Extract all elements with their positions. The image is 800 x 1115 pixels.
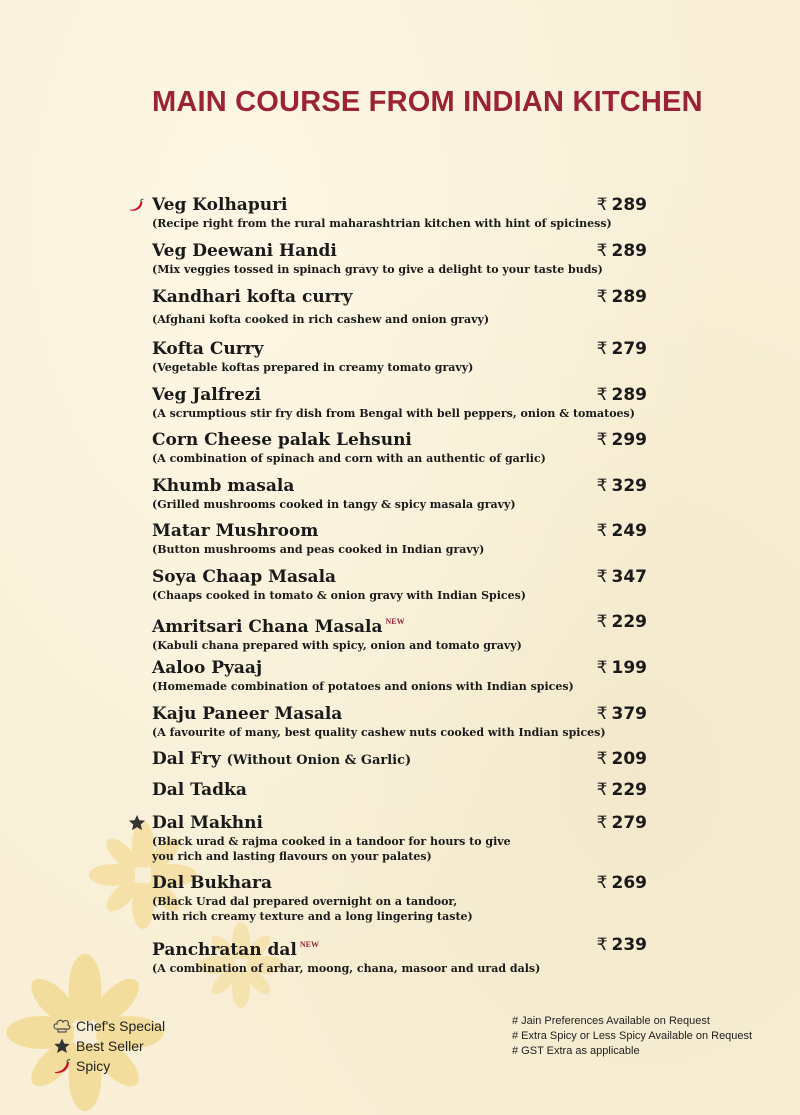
- menu-item: [152, 873, 647, 924]
- dish-price: [597, 195, 647, 215]
- currency-symbol: ₹: [596, 521, 608, 541]
- dish-description: you rich and lasting flavours on your palates): [152, 850, 432, 863]
- dish-name-text: Dal Makhni: [152, 813, 263, 833]
- dish-description: (Kabuli chana prepared with spicy, onion and tomato gravy): [152, 639, 522, 652]
- menu-item: [152, 813, 647, 864]
- dish-description: (Black Urad dal prepared overnight on a tandoor,: [152, 895, 458, 908]
- chili-icon: [128, 196, 146, 214]
- dish-price: [597, 935, 647, 955]
- price-value: 199: [611, 658, 647, 678]
- currency-symbol: ₹: [596, 287, 608, 307]
- dish-name-text: Aaloo Pyaaj: [152, 658, 263, 678]
- dish-name: [152, 658, 647, 678]
- dish-price: [597, 287, 647, 307]
- dish-name-text: Veg Kolhapuri: [152, 195, 288, 215]
- dish-description: (A scrumptious stir fry dish from Bengal with bell peppers, onion & tomatoes): [152, 407, 635, 420]
- chef-hat-icon: [52, 1018, 72, 1034]
- currency-symbol: ₹: [596, 813, 608, 833]
- menu-item: [152, 195, 647, 231]
- dish-price: [597, 658, 647, 678]
- dish-name: [152, 567, 647, 587]
- currency-symbol: ₹: [596, 935, 608, 955]
- menu-item: [152, 612, 647, 653]
- note-line: # Jain Preferences Available on Request: [512, 1015, 710, 1027]
- chili-icon: [52, 1058, 72, 1074]
- dish-price: [597, 241, 647, 261]
- price-value: 299: [611, 430, 647, 450]
- price-value: 289: [611, 287, 647, 307]
- dish-name: [152, 339, 647, 359]
- legend-label: Chef's Special: [76, 1018, 166, 1034]
- dish-price: [597, 567, 647, 587]
- dish-price: [597, 780, 647, 800]
- dish-name-text: Kaju Paneer Masala: [152, 704, 343, 724]
- dish-name-text: Panchratan dal: [152, 940, 297, 960]
- menu-item: [152, 935, 647, 976]
- price-value: 289: [611, 195, 647, 215]
- currency-symbol: ₹: [596, 873, 608, 893]
- dish-name-text: Amritsari Chana Masala: [152, 617, 383, 637]
- menu-item: [152, 287, 647, 327]
- legend: [52, 1016, 165, 1076]
- dish-name: [152, 241, 647, 261]
- dish-price: [597, 339, 647, 359]
- legend-item: [52, 1036, 165, 1056]
- price-value: 249: [611, 521, 647, 541]
- dish-description: (Recipe right from the rural maharashtrian kitchen with hint of spiciness): [152, 217, 612, 230]
- dish-name-text: Khumb masala: [152, 476, 295, 496]
- dish-name-text: Soya Chaap Masala: [152, 567, 337, 587]
- dish-name: [152, 385, 647, 405]
- dish-name-text: Dal Tadka: [152, 780, 247, 800]
- star-icon: [128, 814, 146, 832]
- dish-price: [597, 521, 647, 541]
- dish-name: [152, 612, 647, 637]
- legend-label: Spicy: [76, 1058, 111, 1074]
- dish-name: [152, 935, 647, 960]
- price-value: 239: [611, 935, 647, 955]
- dish-name-text: Kofta Curry: [152, 339, 264, 359]
- dish-name: [152, 430, 647, 450]
- currency-symbol: ₹: [596, 241, 608, 261]
- dish-name: [152, 749, 647, 771]
- price-value: 269: [611, 873, 647, 893]
- price-value: 379: [611, 704, 647, 724]
- menu-item: [152, 430, 647, 466]
- currency-symbol: ₹: [596, 780, 608, 800]
- dish-name: [152, 780, 647, 800]
- dish-name: [152, 476, 647, 496]
- dish-description: (Button mushrooms and peas cooked in Indian gravy): [152, 543, 485, 556]
- new-badge: NEW: [299, 940, 320, 949]
- dish-description: with rich creamy texture and a long lingering taste): [152, 910, 473, 923]
- price-value: 279: [611, 339, 647, 359]
- dish-name-text: Matar Mushroom: [152, 521, 319, 541]
- dish-price: [597, 749, 647, 769]
- dish-description: (Chaaps cooked in tomato & onion gravy with Indian Spices): [152, 589, 526, 602]
- menu-item: [152, 521, 647, 557]
- price-value: 289: [611, 385, 647, 405]
- dish-name-text: Dal Fry: [152, 749, 221, 769]
- menu-item: [152, 704, 647, 740]
- dish-name: [152, 521, 647, 541]
- price-value: 329: [611, 476, 647, 496]
- dish-price: [597, 385, 647, 405]
- dish-price: [597, 430, 647, 450]
- price-value: 209: [611, 749, 647, 769]
- currency-symbol: ₹: [596, 567, 608, 587]
- currency-symbol: ₹: [596, 476, 608, 496]
- dish-name-text: Veg Jalfrezi: [152, 385, 261, 405]
- dish-name: [152, 287, 647, 307]
- dish-name-text: Veg Deewani Handi: [152, 241, 337, 261]
- menu-item: [152, 339, 647, 375]
- dish-description: (Grilled mushrooms cooked in tangy & spicy masala gravy): [152, 498, 516, 511]
- new-badge: NEW: [385, 617, 405, 626]
- currency-symbol: ₹: [596, 339, 608, 359]
- dish-name-text: Corn Cheese palak Lehsuni: [152, 430, 412, 450]
- currency-symbol: ₹: [596, 658, 608, 678]
- price-value: 347: [611, 567, 647, 587]
- currency-symbol: ₹: [596, 195, 608, 215]
- currency-symbol: ₹: [596, 749, 608, 769]
- dish-name: [152, 873, 647, 893]
- dish-description: (A favourite of many, best quality cashew nuts cooked with Indian spices): [152, 726, 606, 739]
- menu-item: [152, 780, 647, 800]
- notes: [512, 1014, 752, 1059]
- legend-label: Best Seller: [76, 1038, 144, 1054]
- price-value: 229: [611, 612, 647, 632]
- menu-item: [152, 476, 647, 512]
- price-value: 279: [611, 813, 647, 833]
- note-line: # GST Extra as applicable: [512, 1045, 640, 1057]
- menu-item: [152, 241, 647, 277]
- dish-name-text: Dal Bukhara: [152, 873, 272, 893]
- menu-item: [152, 658, 647, 694]
- note-line: # Extra Spicy or Less Spicy Available on Request: [512, 1030, 753, 1042]
- dish-description: (Homemade combination of potatoes and onions with Indian spices): [152, 680, 574, 693]
- dish-name: [152, 704, 647, 724]
- legend-item: [52, 1056, 165, 1076]
- dish-description: (Afghani kofta cooked in rich cashew and onion gravy): [152, 313, 490, 326]
- menu-item: [152, 385, 647, 421]
- dish-price: [597, 704, 647, 724]
- menu-item: [152, 749, 647, 771]
- page-title: MAIN COURSE FROM INDIAN KITCHEN: [152, 86, 703, 118]
- currency-symbol: ₹: [596, 612, 608, 632]
- dish-price: [597, 873, 647, 893]
- dish-name-text: Kandhari kofta curry: [152, 287, 353, 307]
- dish-price: [597, 476, 647, 496]
- dish-name: [152, 813, 647, 833]
- price-value: 289: [611, 241, 647, 261]
- dish-price: [597, 612, 647, 632]
- dish-price: [597, 813, 647, 833]
- menu-item: [152, 567, 647, 603]
- dish-description: (Black urad & rajma cooked in a tandoor for hours to give: [152, 835, 511, 848]
- dish-description: (Mix veggies tossed in spinach gravy to give a delight to your taste buds): [152, 263, 603, 276]
- legend-item: [52, 1016, 165, 1036]
- dish-description: (Vegetable koftas prepared in creamy tomato gravy): [152, 361, 474, 374]
- currency-symbol: ₹: [596, 704, 608, 724]
- currency-symbol: ₹: [596, 385, 608, 405]
- dish-description: (A combination of spinach and corn with an authentic of garlic): [152, 452, 546, 465]
- dish-note: (Without Onion & Garlic): [226, 753, 412, 768]
- dish-description: (A combination of arhar, moong, chana, masoor and urad dals): [152, 962, 541, 975]
- star-icon: [52, 1038, 72, 1054]
- currency-symbol: ₹: [596, 430, 608, 450]
- dish-name: [152, 195, 647, 215]
- price-value: 229: [611, 780, 647, 800]
